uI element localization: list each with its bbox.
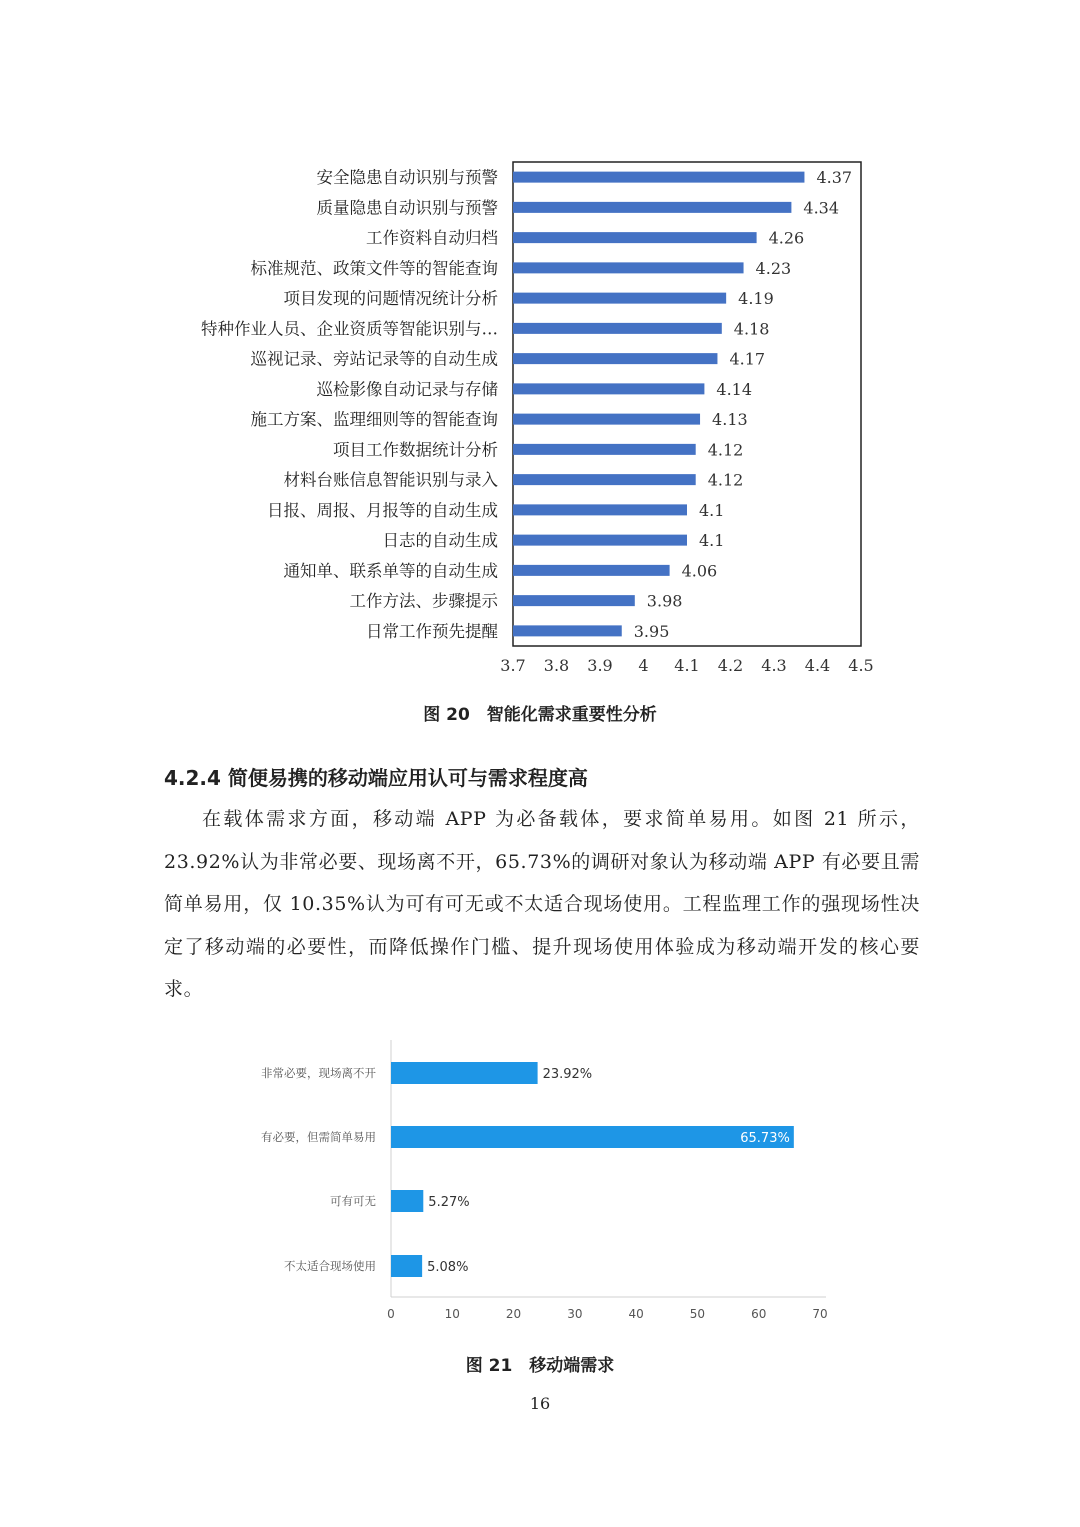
bar xyxy=(513,202,791,213)
x-tick-label: 60 xyxy=(751,1307,767,1321)
category-label: 材料台账信息智能识别与录入 xyxy=(283,470,498,490)
value-label: 4.19 xyxy=(738,289,774,309)
x-tick-label: 70 xyxy=(812,1307,828,1321)
category-label: 有必要，但需简单易用 xyxy=(261,1130,376,1144)
bar xyxy=(391,1126,794,1148)
bar xyxy=(513,565,670,576)
value-label: 4.26 xyxy=(768,228,805,248)
value-label: 4.14 xyxy=(716,379,753,399)
category-label: 非常必要，现场离不开 xyxy=(261,1066,376,1080)
value-label: 5.27% xyxy=(428,1195,470,1210)
figure-21-chart xyxy=(0,1030,1080,1330)
bar xyxy=(513,323,722,334)
page-number: 16 xyxy=(529,1394,551,1413)
category-label: 特种作业人员、企业资质等智能识别与… xyxy=(201,319,498,339)
x-tick-label: 40 xyxy=(628,1307,644,1321)
figure-20-chart xyxy=(0,140,1080,685)
x-tick-label: 4 xyxy=(638,656,649,675)
value-label: 4.17 xyxy=(729,349,766,369)
category-label: 安全隐患自动识别与预警 xyxy=(316,168,498,188)
bar xyxy=(513,172,804,183)
category-label: 施工方案、监理细则等的智能查询 xyxy=(250,410,498,430)
x-tick-label: 3.7 xyxy=(500,656,526,675)
value-label: 23.92% xyxy=(542,1067,593,1082)
x-tick-label: 4.1 xyxy=(674,656,700,675)
category-label: 工作资料自动归档 xyxy=(366,228,498,248)
value-label: 4.06 xyxy=(681,561,718,581)
category-label: 巡检影像自动记录与存储 xyxy=(316,379,498,399)
bar xyxy=(513,262,744,273)
category-label: 项目工作数据统计分析 xyxy=(333,440,498,460)
value-label: 4.1 xyxy=(699,500,725,520)
value-label: 65.73% xyxy=(740,1131,790,1146)
x-tick-label: 3.9 xyxy=(587,656,613,675)
value-label: 3.95 xyxy=(633,621,670,641)
category-label: 通知单、联系单等的自动生成 xyxy=(283,561,498,581)
category-label: 日报、周报、月报等的自动生成 xyxy=(267,500,498,520)
bar xyxy=(513,444,696,455)
bar xyxy=(513,504,687,515)
figure-21-caption: 图 21 移动端需求 xyxy=(465,1356,615,1376)
x-tick-label: 30 xyxy=(567,1307,583,1321)
category-label: 质量隐患自动识别与预警 xyxy=(316,198,498,218)
category-label: 巡视记录、旁站记录等的自动生成 xyxy=(250,349,498,369)
value-label: 4.1 xyxy=(699,531,725,551)
value-label: 4.23 xyxy=(755,258,792,278)
value-label: 4.34 xyxy=(803,198,840,218)
bar xyxy=(513,625,622,636)
value-label: 4.13 xyxy=(712,410,748,430)
category-label: 不太适合现场使用 xyxy=(284,1259,376,1273)
category-label: 项目发现的问题情况统计分析 xyxy=(283,289,498,309)
bar xyxy=(513,414,700,425)
x-tick-label: 4.2 xyxy=(717,656,744,675)
x-tick-label: 4.3 xyxy=(761,656,787,675)
category-label: 标准规范、政策文件等的智能查询 xyxy=(250,258,498,278)
bar xyxy=(513,383,704,394)
bar xyxy=(391,1255,422,1277)
category-label: 工作方法、步骤提示 xyxy=(349,591,498,611)
category-label: 可有可无 xyxy=(330,1194,376,1208)
value-label: 5.08% xyxy=(427,1260,469,1275)
x-tick-label: 20 xyxy=(505,1307,522,1321)
x-tick-label: 0 xyxy=(387,1307,395,1321)
x-tick-label: 10 xyxy=(444,1307,460,1321)
bar xyxy=(513,232,757,243)
value-label: 4.12 xyxy=(707,470,744,490)
value-label: 4.18 xyxy=(733,319,770,339)
x-tick-label: 50 xyxy=(689,1307,706,1321)
category-label: 日志的自动生成 xyxy=(382,531,498,551)
value-label: 3.98 xyxy=(646,591,683,611)
x-tick-label: 4.5 xyxy=(848,656,874,675)
value-label: 4.12 xyxy=(707,440,744,460)
bar xyxy=(391,1190,423,1212)
value-label: 4.37 xyxy=(816,168,853,188)
section-heading: 4.2.4 简便易携的移动端应用认可与需求程度高 xyxy=(164,766,588,790)
bar xyxy=(513,535,687,546)
bar xyxy=(513,595,635,606)
bar xyxy=(513,293,726,304)
figure-20-caption: 图 20 智能化需求重要性分析 xyxy=(423,705,657,725)
bar xyxy=(513,353,717,364)
bar xyxy=(513,474,696,485)
x-tick-label: 4.4 xyxy=(804,656,831,675)
section-paragraph: 在载体需求方面，移动端 APP 为必备载体，要求简单易用。如图 21 所示，23.92%认为非常必要、现场离不开，65.73%的调研对象认为移动端 APP 有必要且需简单易用，仅 10.35%认为可有可无或不太适合现场使用。工程监理工作的强现场性决定了移动端的必要性，而降低操作门槛、提升现场使用体验成为移动端开发的核心要求。 xyxy=(164,808,920,1000)
category-label: 日常工作预先提醒 xyxy=(366,621,498,641)
bar xyxy=(391,1062,538,1084)
x-tick-label: 3.8 xyxy=(543,656,570,675)
